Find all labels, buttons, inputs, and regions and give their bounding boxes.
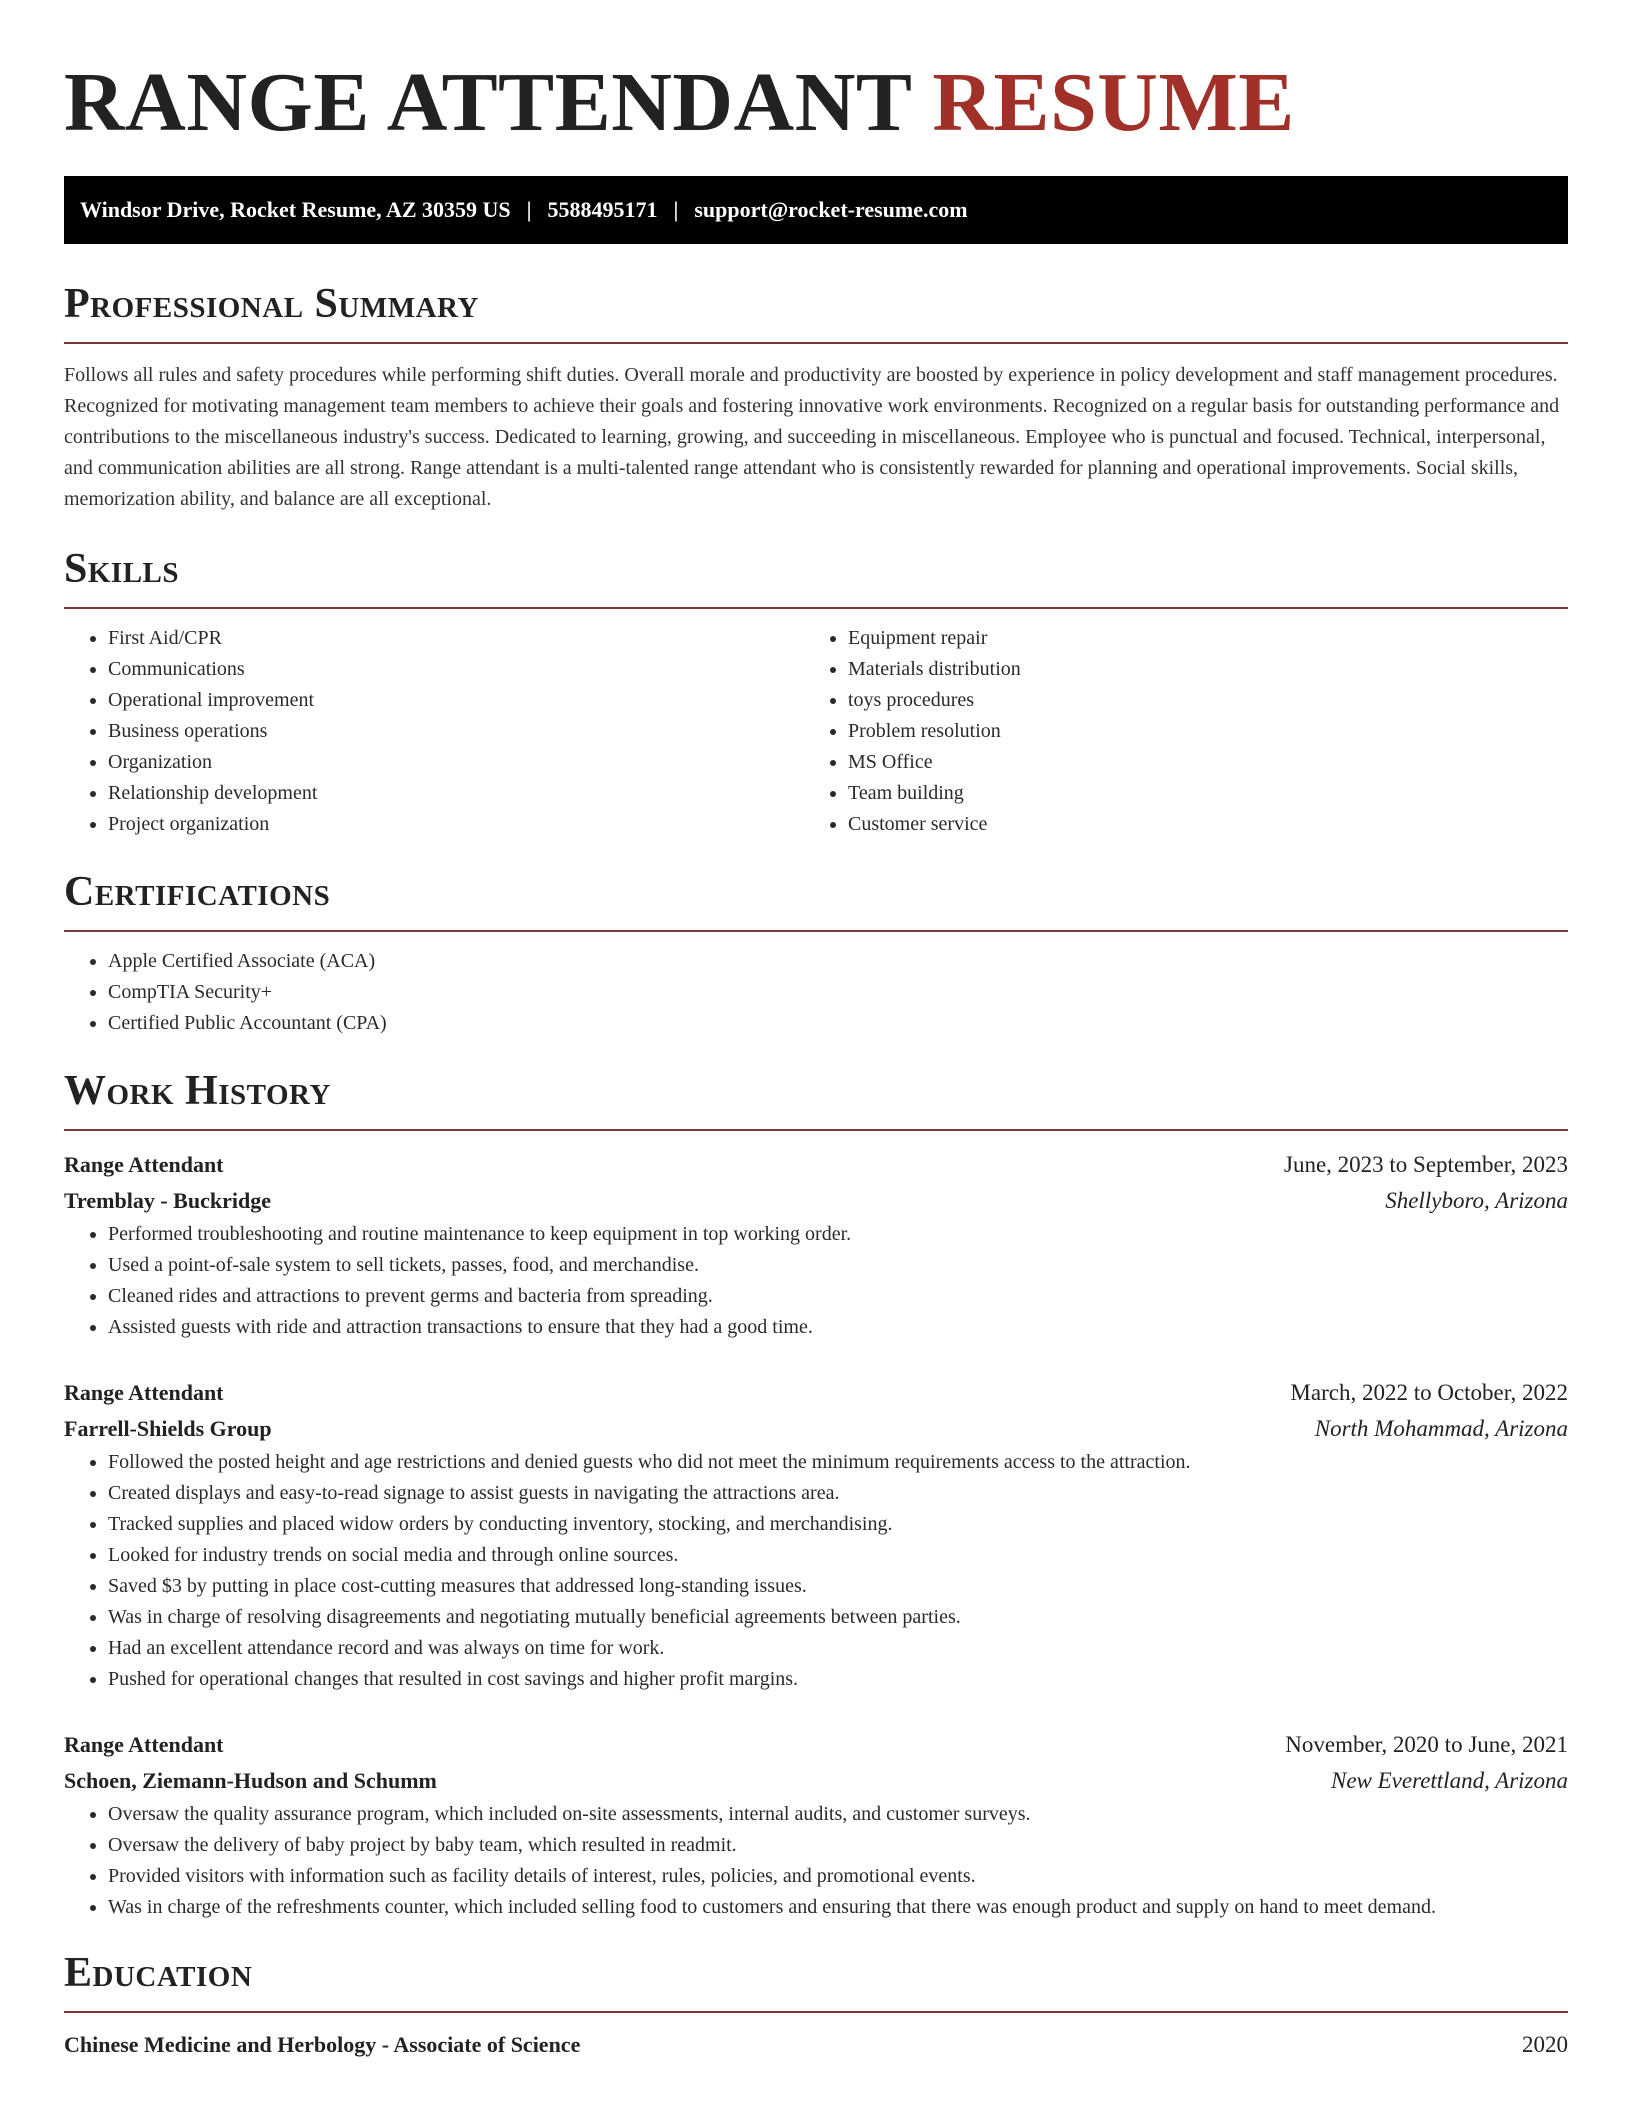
skill-item: • Materials distribution — [848, 654, 1544, 685]
job-duty-item: • Saved $3 by putting in place cost-cutting measures that addressed long-standing issues. — [108, 1571, 1568, 1602]
resume-title — [64, 0, 1568, 148]
skill-item: • Communications — [108, 654, 804, 685]
job-location: Shellyboro, Arizona — [1385, 1188, 1568, 1213]
section-divider — [64, 2011, 1568, 2013]
job-header-row — [64, 1375, 1568, 1411]
job-header-row — [64, 1147, 1568, 1183]
section-divider — [64, 930, 1568, 932]
contact-email[interactable]: support@rocket-resume.com — [694, 197, 968, 222]
section-divider — [64, 607, 1568, 609]
job-duty-item: • Tracked supplies and placed widow orders by conducting inventory, stocking, and merchandising. — [108, 1509, 1568, 1540]
education-degree: Chinese Medicine and Herbology - Associate of Science — [64, 2032, 581, 2057]
job-duty-item: • Oversaw the delivery of baby project by baby team, which resulted in readmit. — [108, 1830, 1568, 1861]
section-heading-education: Education — [64, 1950, 253, 1996]
skill-item: • Problem resolution — [848, 716, 1544, 747]
job-entry — [64, 1375, 1568, 1695]
job-duty-item: • Performed troubleshooting and routine maintenance to keep equipment in top working order. — [108, 1219, 1568, 1250]
skill-item: • Customer service — [848, 809, 1544, 840]
skill-item: • Relationship development — [108, 778, 804, 809]
section-divider — [64, 1129, 1568, 1131]
section-heading-skills: Skills — [64, 546, 180, 592]
skill-item: • First Aid/CPR — [108, 623, 804, 654]
education-row — [64, 2027, 1568, 2063]
summary-section — [64, 280, 1568, 515]
job-duties-list — [64, 1219, 1568, 1343]
certifications-section — [64, 868, 1568, 1039]
job-dates: June, 2023 to September, 2023 — [1284, 1152, 1568, 1177]
work-history-section — [64, 1067, 1568, 1923]
job-entry — [64, 1727, 1568, 1923]
job-duties-list — [64, 1447, 1568, 1695]
job-company: Tremblay - Buckridge — [64, 1188, 271, 1213]
skills-column-left — [64, 623, 804, 840]
skills-section — [64, 545, 1568, 840]
contact-address: Windsor Drive, Rocket Resume, AZ 30359 US — [80, 197, 511, 222]
section-heading-summary: Professional Summary — [64, 281, 479, 327]
skills-list-left — [64, 623, 804, 840]
job-duty-item: • Cleaned rides and attractions to prevent germs and bacteria from spreading. — [108, 1281, 1568, 1312]
job-duty-item: • Oversaw the quality assurance program, which included on-site assessments, internal audits, and customer surveys. — [108, 1799, 1568, 1830]
education-year: 2020 — [1522, 2032, 1568, 2057]
job-subheader-row — [64, 1763, 1568, 1799]
job-company: Farrell-Shields Group — [64, 1416, 272, 1441]
section-divider — [64, 342, 1568, 344]
job-duty-item: • Followed the posted height and age restrictions and denied guests who did not meet the minimum requirements access to the attraction. — [108, 1447, 1568, 1478]
job-title: Range Attendant — [64, 1152, 224, 1177]
job-header-row — [64, 1727, 1568, 1763]
job-title: Range Attendant — [64, 1732, 224, 1757]
job-dates: November, 2020 to June, 2021 — [1285, 1732, 1568, 1757]
contact-bar — [64, 176, 1568, 244]
job-duty-item: • Was in charge of the refreshments counter, which included selling food to customers and ensuring that there was enough product and supply on hand to meet demand. — [108, 1892, 1568, 1923]
job-company: Schoen, Ziemann-Hudson and Schumm — [64, 1768, 437, 1793]
job-duties-list — [64, 1799, 1568, 1923]
section-heading-work-history: Work History — [64, 1068, 331, 1114]
title-main: RANGE ATTENDANT — [64, 56, 911, 149]
skill-item: • Business operations — [108, 716, 804, 747]
skill-item: • MS Office — [848, 747, 1544, 778]
skills-column-right — [804, 623, 1544, 840]
job-duty-item: • Was in charge of resolving disagreements and negotiating mutually beneficial agreements between parties. — [108, 1602, 1568, 1633]
skill-item: • Operational improvement — [108, 685, 804, 716]
title-accent: RESUME — [932, 56, 1295, 149]
certification-item: • Apple Certified Associate (ACA) — [108, 946, 1568, 977]
job-duty-item: • Created displays and easy-to-read signage to assist guests in navigating the attractions area. — [108, 1478, 1568, 1509]
job-location: New Everettland, Arizona — [1330, 1768, 1568, 1793]
skill-item: • Equipment repair — [848, 623, 1544, 654]
job-subheader-row — [64, 1411, 1568, 1447]
job-duty-item: • Had an excellent attendance record and was always on time for work. — [108, 1633, 1568, 1664]
job-title: Range Attendant — [64, 1380, 224, 1405]
skills-grid — [64, 623, 1568, 840]
summary-text: Follows all rules and safety procedures while performing shift duties. Overall morale and productivity are boosted by experience in policy development and staff management procedures. Recognized for motivating management team members to achieve their goals and fostering innovative work environments. Recognized on a regular basis for outstanding performance and contributions to the miscellaneous industry's success. Dedicated to learning, growing, and succeeding in miscellaneous. Employee who is punctual and focused. Technical, interpersonal, and communication abilities are all strong. Range attendant is a multi-talented range attendant who is consistently rewarded for planning and operational improvements. Social skills, memorization ability, and balance are all exceptional. — [64, 364, 1560, 510]
contact-separator: | — [673, 197, 679, 222]
contact-separator: | — [526, 197, 532, 222]
job-duty-item: • Assisted guests with ride and attraction transactions to ensure that they had a good time. — [108, 1312, 1568, 1343]
job-duty-item: • Provided visitors with information such as facility details of interest, rules, policies, and promotional events. — [108, 1861, 1568, 1892]
skills-list-right — [804, 623, 1544, 840]
job-duty-item: • Used a point-of-sale system to sell tickets, passes, food, and merchandise. — [108, 1250, 1568, 1281]
job-dates: March, 2022 to October, 2022 — [1290, 1380, 1568, 1405]
job-entry — [64, 1147, 1568, 1343]
certifications-list — [64, 946, 1568, 1039]
skill-item: • toys procedures — [848, 685, 1544, 716]
job-duty-item: • Pushed for operational changes that resulted in cost savings and higher profit margins. — [108, 1664, 1568, 1695]
job-subheader-row — [64, 1183, 1568, 1219]
certification-item: • Certified Public Accountant (CPA) — [108, 1008, 1568, 1039]
certification-item: • CompTIA Security+ — [108, 977, 1568, 1008]
section-heading-certifications: Certifications — [64, 869, 331, 915]
skill-item: • Organization — [108, 747, 804, 778]
skill-item: • Project organization — [108, 809, 804, 840]
job-duty-item: • Looked for industry trends on social media and through online sources. — [108, 1540, 1568, 1571]
skill-item: • Team building — [848, 778, 1544, 809]
job-location: North Mohammad, Arizona — [1314, 1416, 1568, 1441]
education-section — [64, 1949, 1568, 2063]
contact-phone[interactable]: 5588495171 — [547, 197, 658, 222]
